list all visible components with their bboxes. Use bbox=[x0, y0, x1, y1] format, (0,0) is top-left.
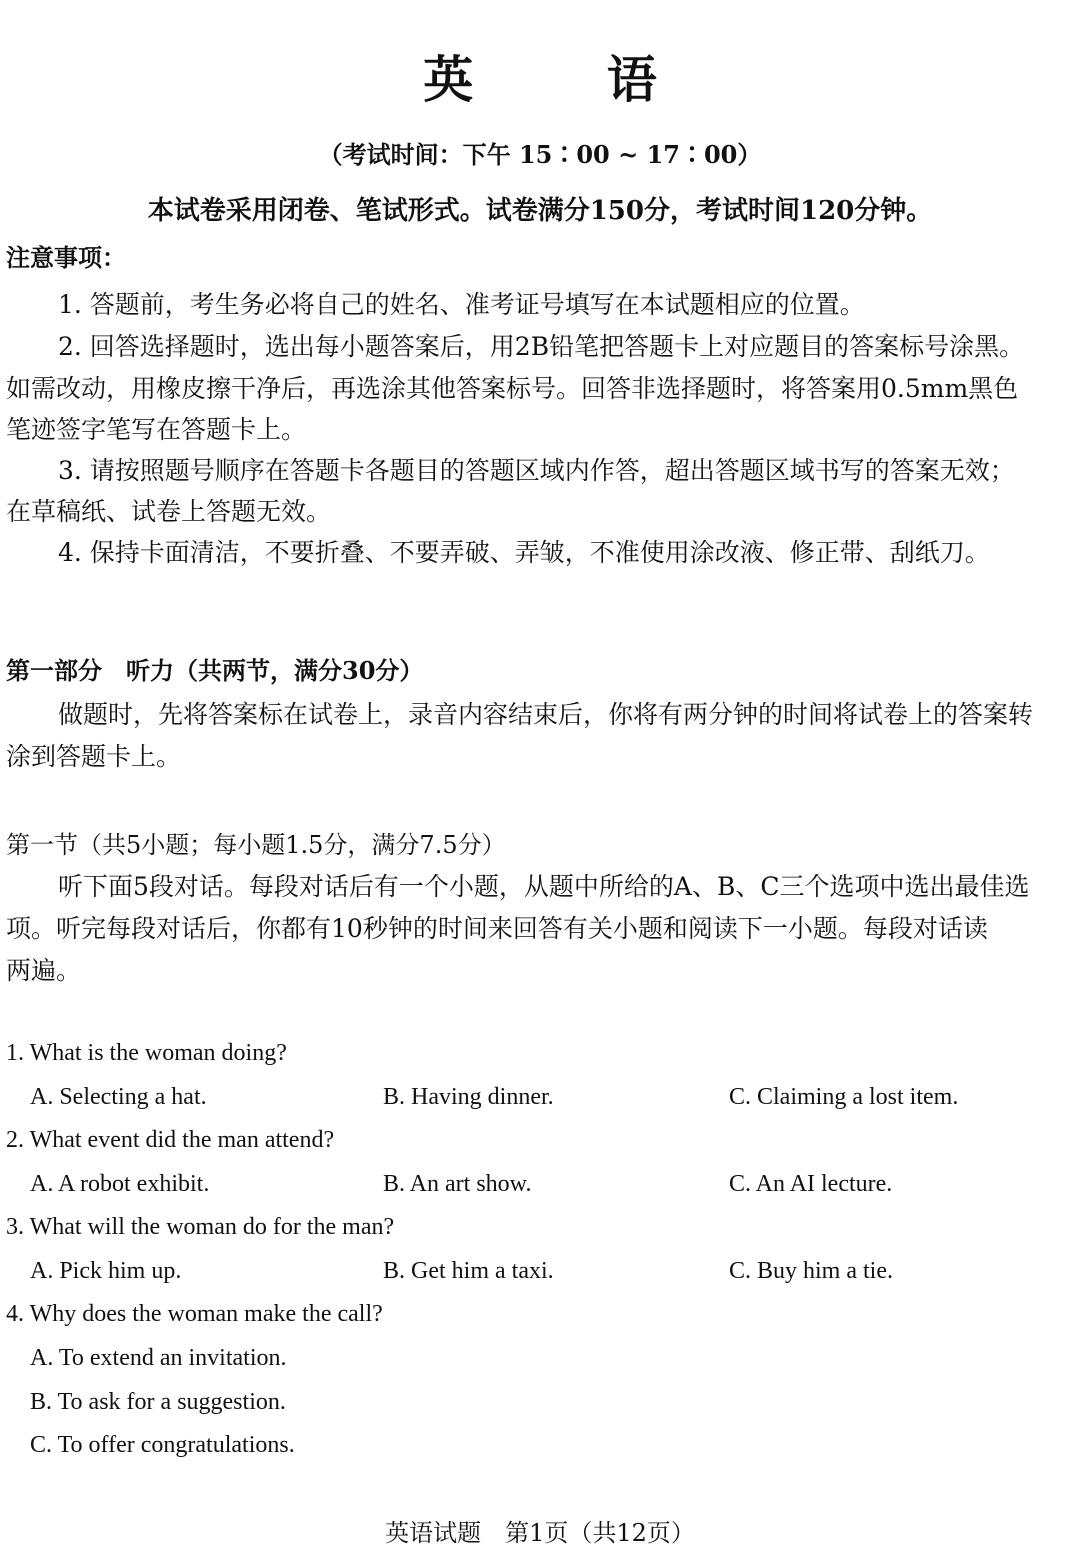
exam-title: 英 语 bbox=[423, 50, 715, 109]
page-footer: 英语试题 第1页（共12页） bbox=[385, 1519, 695, 1547]
option-c: C. An AI lecture. bbox=[729, 1171, 893, 1197]
notice-line: 2. 回答选择题时，选出每小题答案后，用2B铅笔把答题卡上对应题目的答案标号涂黑。 bbox=[58, 332, 1025, 361]
option-c: C. To offer congratulations. bbox=[30, 1432, 295, 1458]
notice-line: 笔迹签字笔写在答题卡上。 bbox=[6, 415, 307, 444]
question-stem: 1. What is the woman doing? bbox=[6, 1040, 287, 1066]
notice-line: 1. 答题前，考生务必将自己的姓名、准考证号填写在本试题相应的位置。 bbox=[58, 290, 865, 319]
part1-heading: 第一部分 听力（共两节，满分30分） bbox=[6, 656, 424, 685]
section1-line: 听下面5段对话。每段对话后有一个小题，从题中所给的A、B、C三个选项中选出最佳选 bbox=[58, 872, 1030, 901]
option-b: B. To ask for a suggestion. bbox=[30, 1389, 286, 1415]
section1-line: 两遍。 bbox=[6, 956, 82, 985]
notice-line: 如需改动，用橡皮擦干净后，再选涂其他答案标号。回答非选择题时，将答案用0.5mm黑色 bbox=[6, 374, 1019, 403]
question-stem: 2. What event did the man attend? bbox=[6, 1127, 335, 1153]
option-a: A. Selecting a hat. bbox=[30, 1084, 207, 1110]
option-c: C. Claiming a lost item. bbox=[729, 1084, 959, 1110]
option-a: A. A robot exhibit. bbox=[30, 1171, 210, 1197]
notice-line: 3. 请按照题号顺序在答题卡各题目的答题区域内作答，超出答题区域书写的答案无效； bbox=[58, 456, 1015, 485]
exam-intro: 本试卷采用闭卷、笔试形式。试卷满分150分，考试时间120分钟。 bbox=[147, 196, 933, 226]
section1-heading: 第一节（共5小题；每小题1.5分，满分7.5分） bbox=[6, 831, 506, 859]
option-b: B. Get him a taxi. bbox=[383, 1258, 554, 1284]
part1-line: 涂到答题卡上。 bbox=[6, 742, 182, 771]
option-b: B. An art show. bbox=[383, 1171, 532, 1197]
question-stem: 4. Why does the woman make the call? bbox=[6, 1301, 383, 1327]
question-stem: 3. What will the woman do for the man? bbox=[6, 1214, 395, 1240]
notice-line: 在草稿纸、试卷上答题无效。 bbox=[6, 497, 332, 526]
part1-line: 做题时，先将答案标在试卷上，录音内容结束后，你将有两分钟的时间将试卷上的答案转 bbox=[58, 700, 1034, 729]
section1-line: 项。听完每段对话后，你都有10秒钟的时间来回答有关小题和阅读下一小题。每段对话读 bbox=[6, 914, 988, 943]
option-a: A. To extend an invitation. bbox=[30, 1345, 287, 1371]
exam-time: （考试时间：下午 15∶00 ~ 17∶00） bbox=[318, 140, 762, 169]
option-b: B. Having dinner. bbox=[383, 1084, 554, 1110]
option-c: C. Buy him a tie. bbox=[729, 1258, 893, 1284]
notice-line: 4. 保持卡面清洁，不要折叠、不要弄破、弄皱，不准使用涂改液、修正带、刮纸刀。 bbox=[58, 538, 990, 567]
notice-heading: 注意事项： bbox=[6, 243, 126, 272]
option-a: A. Pick him up. bbox=[30, 1258, 182, 1284]
